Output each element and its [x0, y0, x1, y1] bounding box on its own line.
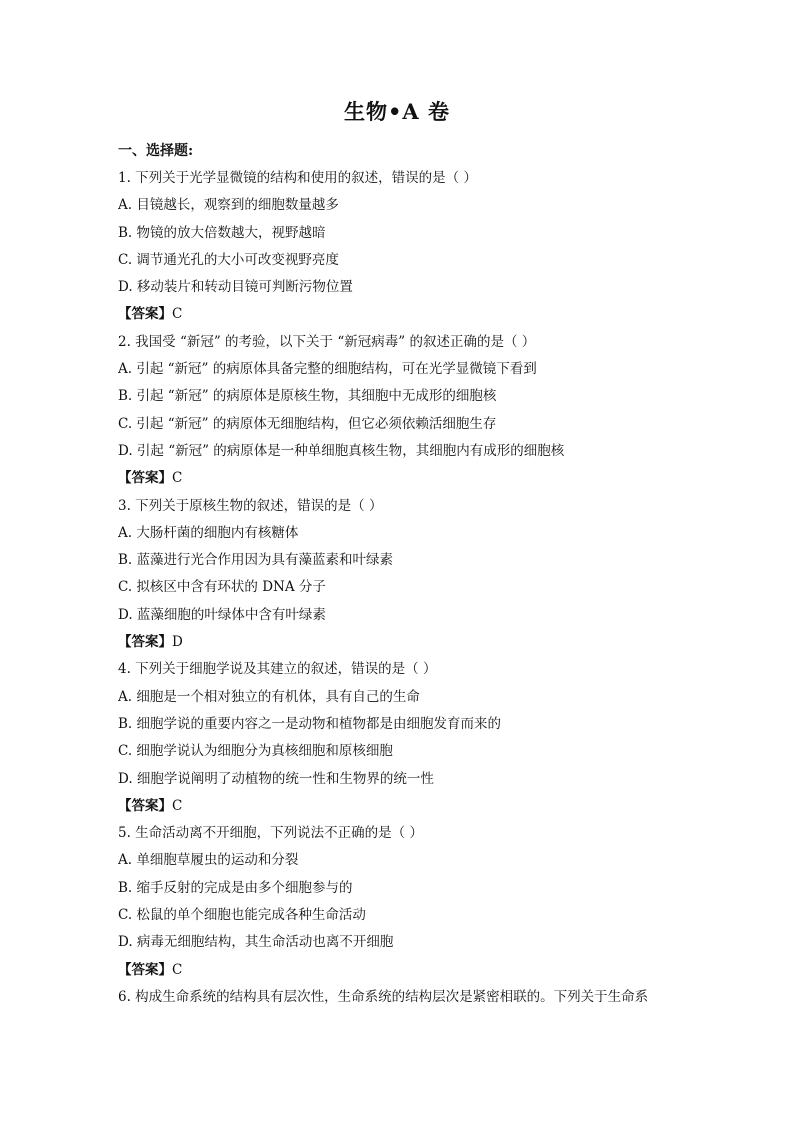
option-b: B. 蓝藻进行光合作用因为具有藻蓝素和叶绿素	[118, 552, 394, 569]
option-c: C. 引起 “新冠” 的病原体无细胞结构，但它必须依赖活细胞生存	[118, 415, 497, 432]
page-title: 生物•A 卷	[343, 99, 451, 124]
answer-value: C	[172, 306, 183, 323]
question-stem: 3. 下列关于原核生物的叙述，错误的是（ ）	[118, 497, 383, 514]
answer-line	[118, 465, 684, 492]
option-d: D. 移动装片和转动目镜可判断污物位置	[118, 279, 353, 296]
answer-tag: 【答案】	[118, 797, 172, 814]
option-a: A. 细胞是一个相对独立的有机体，具有自己的生命	[118, 688, 420, 705]
section-heading: 一、选择题:	[118, 143, 194, 159]
option-c: C. 拟核区中含有环状的 DNA 分子	[118, 579, 326, 596]
option-c: C. 细胞学说认为细胞分为真核细胞和原核细胞	[118, 743, 393, 760]
answer-value: C	[172, 961, 183, 978]
option-d: D. 蓝藻细胞的叶绿体中含有叶绿素	[118, 606, 326, 623]
answer-tag: 【答案】	[118, 961, 172, 978]
question-stem: 1. 下列关于光学显微镜的结构和使用的叙述，错误的是（ ）	[118, 170, 477, 186]
option-b: B. 引起 “新冠” 的病原体是原核生物，其细胞中无成形的细胞核	[118, 388, 497, 405]
answer-tag: 【答案】	[118, 470, 172, 487]
answer-value: C	[172, 797, 183, 814]
answer-tag: 【答案】	[118, 634, 172, 651]
question-stem: 6. 构成生命系统的结构具有层次性，生命系统的结构层次是紧密相联的。下列关于生命系	[118, 988, 649, 1005]
option-c: C. 调节通光孔的大小可改变视野亮度	[118, 251, 339, 268]
option-a: A. 目镜越长，观察到的细胞数量越多	[118, 197, 339, 214]
option-b: B. 细胞学说的重要内容之一是动物和植物都是由细胞发育而来的	[118, 715, 502, 732]
option-a: A. 大肠杆菌的细胞内有核糖体	[118, 524, 299, 541]
answer-line	[118, 957, 684, 984]
option-d: D. 细胞学说阐明了动植物的统一性和生物界的统一性	[118, 770, 434, 787]
option-a: A. 单细胞草履虫的运动和分裂	[118, 852, 299, 869]
answer-line	[118, 629, 684, 656]
answer-line	[118, 301, 684, 328]
answer-value: C	[172, 470, 183, 487]
question-list	[118, 165, 684, 1011]
question-stem: 4. 下列关于细胞学说及其建立的叙述，错误的是（ ）	[118, 661, 437, 678]
option-b: B. 物镜的放大倍数越大，视野越暗	[118, 224, 326, 241]
option-d: D. 引起 “新冠” 的病原体是一种单细胞真核生物，其细胞内有成形的细胞核	[118, 442, 565, 459]
answer-tag: 【答案】	[118, 306, 172, 323]
answer-value: D	[172, 634, 183, 651]
option-d: D. 病毒无细胞结构，其生命活动也离不开细胞	[118, 934, 394, 951]
option-a: A. 引起 “新冠” 的病原体具备完整的细胞结构，可在光学显微镜下看到	[118, 361, 537, 378]
question-stem: 2. 我国受 “新冠” 的考验，以下关于 “新冠病毒” 的叙述正确的是（ ）	[118, 333, 536, 350]
answer-line	[118, 793, 684, 820]
option-c: C. 松鼠的单个细胞也能完成各种生命活动	[118, 907, 366, 924]
option-b: B. 缩手反射的完成是由多个细胞参与的	[118, 879, 353, 896]
question-stem: 5. 生命活动离不开细胞，下列说法不正确的是（ ）	[118, 825, 423, 842]
